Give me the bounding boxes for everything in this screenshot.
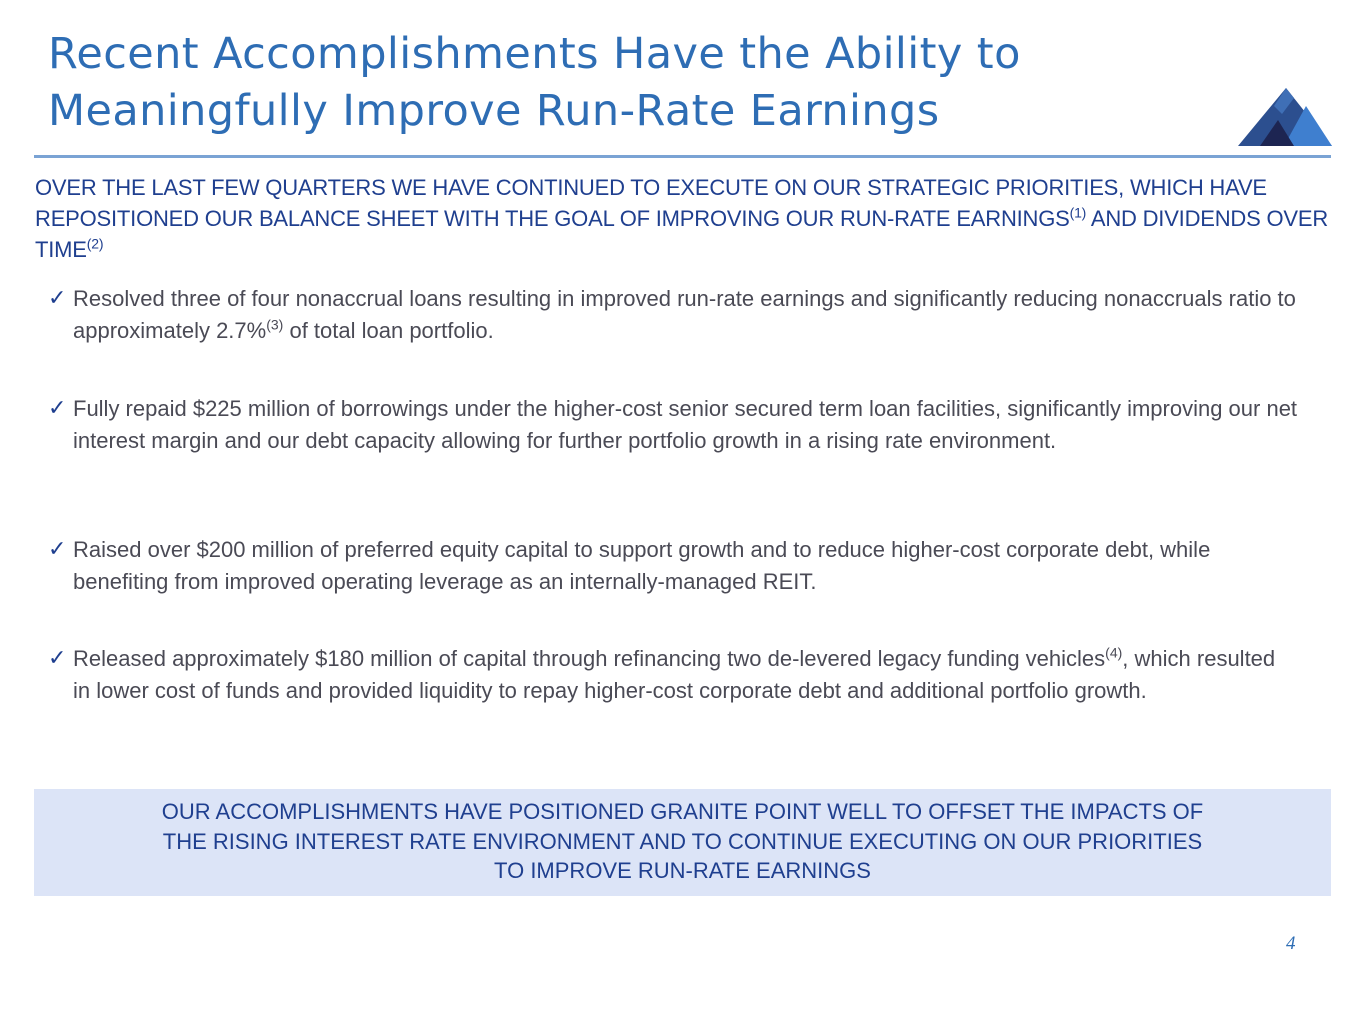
intro-text-1: OVER THE LAST FEW QUARTERS WE HAVE CONTINUED TO EXECUTE ON OUR STRATEGIC PRIORITIES, WHICH HAVE REPOSITIONED OUR BALANCE SHEET WITH THE GOAL OF IMPROVING OUR RUN-RATE EARNINGS: [35, 175, 1267, 231]
checkmark-icon: ✓: [48, 537, 67, 562]
intro-text-2: AND DIVIDENDS OVER TIME: [35, 206, 1329, 262]
mountain-logo-icon: [1236, 88, 1332, 148]
intro-footnote-2: (2): [86, 235, 104, 252]
conclusion-callout: [34, 789, 1331, 896]
list-item-nonaccrual: [48, 283, 1298, 346]
bullet-4-text-1: Released approximately $180 million of capital through refinancing two de-levered legacy funding vehicles: [73, 646, 1106, 671]
intro-footnote-1: (1): [1069, 204, 1087, 221]
callout-line-3: TO IMPROVE RUN-RATE EARNINGS: [494, 858, 871, 883]
bullet-4-text-2: , which resulted in lower cost of funds and provided liquidity to repay higher-cost corporate debt and additional portfolio growth.: [73, 646, 1276, 703]
bullet-1-text-1: Resolved three of four nonaccrual loans resulting in improved run-rate earnings and significantly reducing nonaccruals ratio to approximately 2.7%: [73, 286, 1296, 343]
bullet-4-footnote: (4): [1105, 644, 1123, 661]
checkmark-icon: ✓: [48, 396, 67, 421]
list-item-released-capital: [48, 643, 1298, 706]
callout-line-1: OUR ACCOMPLISHMENTS HAVE POSITIONED GRANITE POINT WELL TO OFFSET THE IMPACTS OF: [161, 799, 1204, 824]
callout-line-2: THE RISING INTEREST RATE ENVIRONMENT AND TO CONTINUE EXECUTING ON OUR PRIORITIES: [162, 828, 1203, 854]
title-divider: [34, 155, 1331, 158]
page-title-line-1: Recent Accomplishments Have the Ability to: [48, 29, 1021, 79]
bullet-1-footnote: (3): [266, 316, 284, 333]
list-item-preferred-equity: [48, 534, 1298, 597]
checkmark-icon: ✓: [48, 646, 67, 671]
list-item-text: [73, 643, 1298, 706]
bullet-3-text: Raised over $200 million of preferred equity capital to support growth and to reduce higher-cost corporate debt, while benefiting from improved operating leverage as an internally-managed REIT.: [73, 537, 1211, 594]
page-title: [48, 26, 1198, 140]
page-number: 4: [1286, 933, 1296, 954]
bullet-1-text-2: of total loan portfolio.: [283, 317, 494, 343]
checkmark-icon: ✓: [48, 286, 67, 311]
bullet-2-text: Fully repaid $225 million of borrowings under the higher-cost senior secured term loan facilities, significantly improving our net interest margin and our debt capacity allowing for further portfolio growth in a rising rate environment.: [73, 396, 1298, 453]
list-item-text: [73, 283, 1298, 346]
list-item-repaid-borrowings: [48, 393, 1298, 456]
page-title-line-2: Meaningfully Improve Run-Rate Earnings: [48, 86, 940, 136]
intro-statement: [35, 172, 1335, 265]
